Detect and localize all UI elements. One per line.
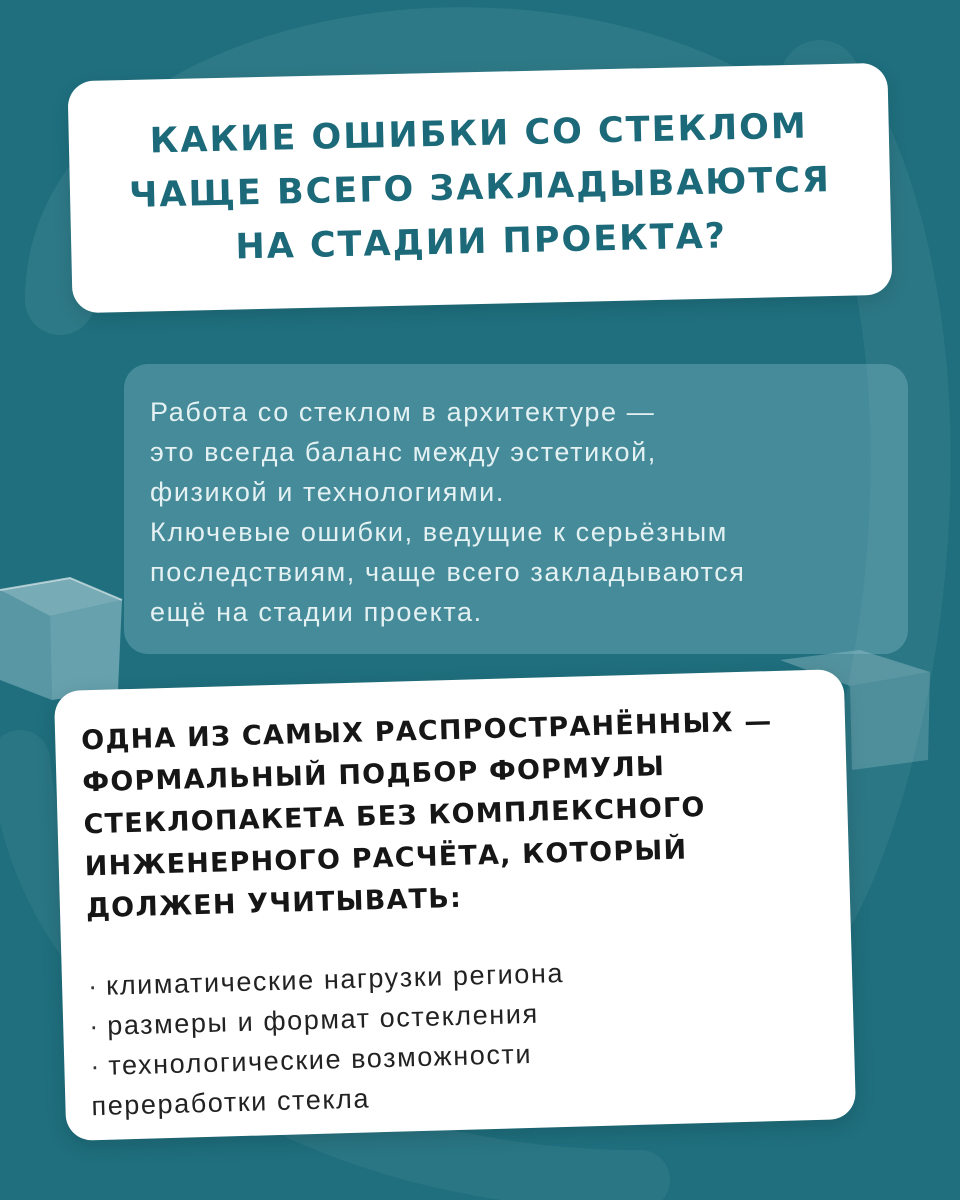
main-card — [54, 669, 856, 1141]
list-item-text: технологические возможности переработки стекла — [91, 1038, 533, 1122]
bullet-icon: · — [89, 1050, 102, 1082]
glass-cube-left — [0, 578, 122, 700]
intro-paragraph: Работа со стеклом в архитектуре — это всегда баланс между эстетикой, физикой и технологиями. Ключевые ошибки, ведущие к серьёзным последствиям, чаще всего закладываются ещё на стадии проекта. — [150, 397, 746, 627]
main-heading: ОДНА ИЗ САМЫХ РАСПРОСТРАНЁННЫХ — ФОРМАЛЬНЫЙ ПОДБОР ФОРМУЛЫ СТЕКЛОПАКЕТА БЕЗ КОМПЛЕКСНОГО ИНЖЕНЕРНОГО РАСЧЁТА, КОТОРЫЙ ДОЛЖЕН УЧИТЫВАТЬ: — [80, 706, 773, 925]
page-title: КАКИЕ ОШИБКИ СО СТЕКЛОМ ЧАЩЕ ВСЕГО ЗАКЛАДЫВАЮТСЯ НА СТАДИИ ПРОЕКТА? — [128, 106, 832, 268]
list-item-text: размеры и формат остекления — [106, 998, 540, 1041]
bullet-icon: · — [88, 1010, 101, 1042]
list-item-text: климатические нагрузки региона — [105, 957, 565, 1001]
intro-card — [124, 364, 908, 654]
title-card — [67, 63, 892, 314]
bullet-icon: · — [87, 970, 100, 1002]
bullet-list — [88, 946, 836, 1127]
